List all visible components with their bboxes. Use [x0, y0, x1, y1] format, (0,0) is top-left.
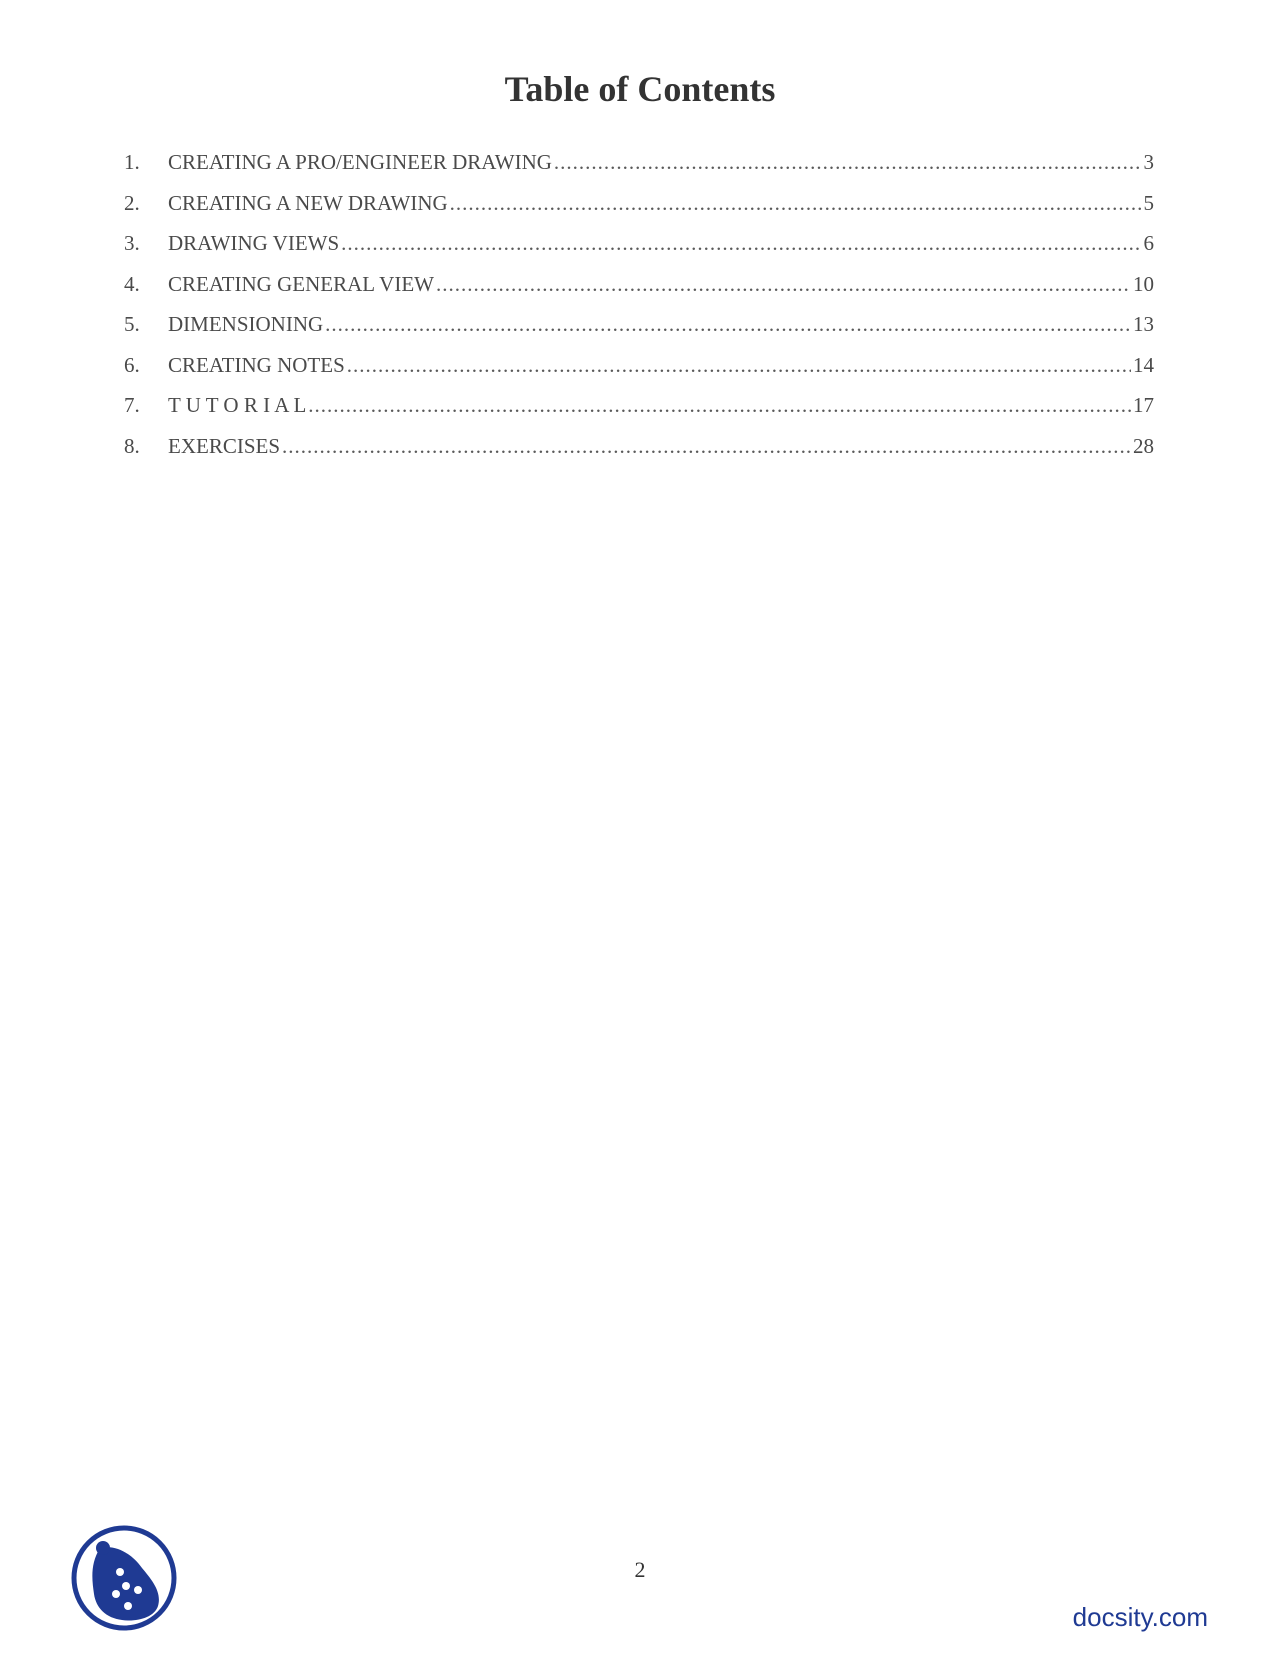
docsity-brand-link[interactable]: docsity.com [1072, 1602, 1208, 1632]
toc-leader-dots [341, 231, 1141, 256]
docsity-logo-icon[interactable] [70, 1524, 178, 1632]
toc-entry-page: 17 [1133, 393, 1154, 417]
toc-entry[interactable] [124, 312, 1154, 353]
toc-leader-dots [282, 434, 1131, 459]
toc-entry-page: 10 [1133, 271, 1154, 296]
toc-entry[interactable] [124, 353, 1154, 394]
toc-entry-number: 8. [124, 433, 140, 458]
toc-leader-dots [436, 272, 1131, 297]
toc-entry-number: 4. [124, 271, 140, 296]
toc-leader-dots [450, 191, 1142, 216]
toc-entry-title: T U T O R I A L [168, 393, 307, 417]
toc-entry-number: 7. [124, 393, 140, 417]
toc-entry-page: 13 [1133, 312, 1154, 336]
toc-entry-page: 5 [1143, 190, 1154, 215]
toc-entry[interactable] [124, 231, 1154, 272]
toc-entry-title: CREATING A PRO/ENGINEER DRAWING [168, 150, 552, 174]
toc-entry[interactable] [124, 272, 1154, 313]
toc-entry[interactable] [124, 393, 1154, 434]
table-of-contents [124, 150, 1154, 474]
toc-entry-number: 1. [124, 150, 140, 174]
toc-entry-page: 14 [1133, 352, 1154, 377]
toc-entry-page: 3 [1143, 150, 1154, 174]
toc-entry-number: 3. [124, 231, 140, 255]
toc-entry[interactable] [124, 434, 1154, 475]
toc-entry-title: DRAWING VIEWS [168, 231, 340, 255]
toc-entry-title: DIMENSIONING [168, 312, 324, 336]
page-number: 2 [634, 1557, 646, 1582]
toc-leader-dots [308, 393, 1131, 418]
toc-entry-title: CREATING NOTES [168, 352, 345, 377]
toc-entry-number: 5. [124, 312, 140, 336]
toc-entry-number: 6. [124, 352, 140, 377]
toc-entry-title: CREATING A NEW DRAWING [168, 190, 448, 215]
toc-leader-dots [347, 353, 1131, 378]
toc-entry[interactable] [124, 150, 1154, 191]
page-title: Table of Contents [504, 69, 776, 109]
toc-entry[interactable] [124, 191, 1154, 232]
toc-entry-number: 2. [124, 190, 140, 215]
toc-entry-page: 28 [1133, 433, 1154, 458]
toc-leader-dots [325, 312, 1131, 337]
toc-entry-page: 6 [1143, 231, 1154, 255]
toc-leader-dots [554, 150, 1142, 175]
toc-entry-title: CREATING GENERAL VIEW [168, 271, 434, 296]
toc-entry-title: EXERCISES [168, 433, 281, 458]
